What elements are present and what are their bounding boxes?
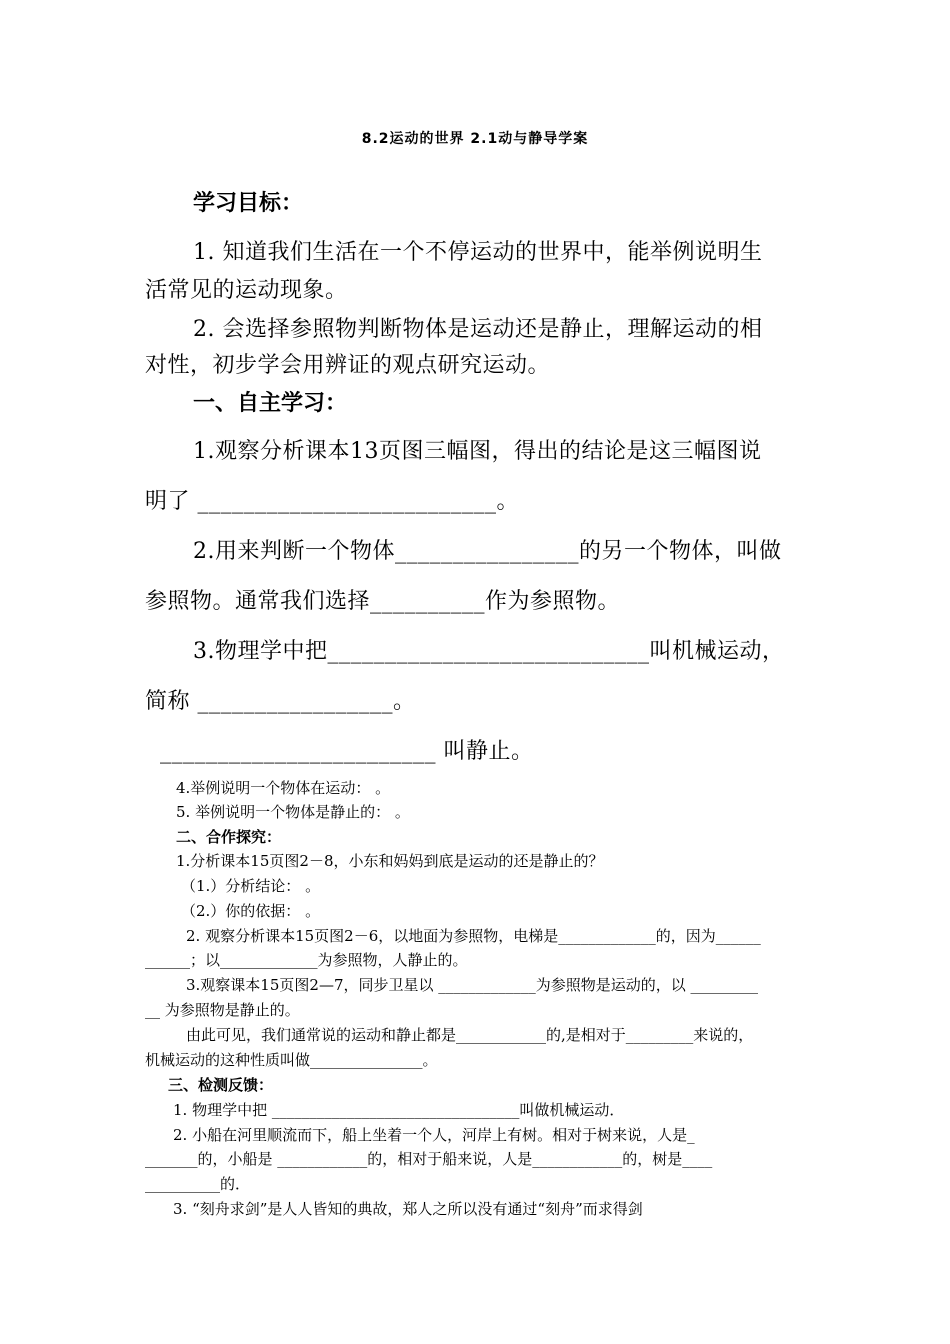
section-1-heading: 一、自主学习： — [193, 391, 348, 416]
test-3-line-1: 3. “刻舟求剑”是人人皆知的典故，郑人之所以没有通过“刻舟”而求得剑 — [173, 1200, 643, 1218]
question-3-line-2: 简称 _________________。 — [145, 689, 416, 714]
goal-1-line-2: 活常见的运动现象。 — [145, 278, 348, 303]
goal-1-line-1: 1. 知道我们生活在一个不停运动的世界中，能举例说明生 — [193, 240, 763, 265]
section-2-heading: 二、合作探究： — [176, 828, 282, 846]
goal-2-line-1: 2. 会选择参照物判断物体是运动还是静止，理解运动的相 — [193, 317, 763, 342]
question-1-line-1: 1.观察分析课本13页图三幅图，得出的结论是这三幅图说 — [193, 439, 762, 464]
cooperate-2-line-2: ______；以_____________为参照物，人静止的。 — [145, 951, 468, 969]
test-2-line-3: __________的． — [145, 1175, 251, 1193]
cooperate-3-line-1: 3.观察课本15页图2—7，同步卫星以 _____________为参照物是运动的，以 _________ — [186, 976, 759, 994]
goal-2-line-2: 对性，初步学会用辨证的观点研究运动。 — [145, 353, 551, 378]
goals-heading: 学习目标： — [193, 191, 304, 216]
cooperate-1: 1.分析课本15页图2－8，小东和妈妈到底是运动的还是静止的？ — [176, 852, 604, 870]
cooperate-2-line-1: 2. 观察分析课本15页图2－6，以地面为参照物，电梯是_____________的，因为______ — [186, 927, 761, 945]
conclusion-line-2: 机械运动的这种性质叫做_______________。 — [145, 1051, 438, 1069]
question-3-line-1: 3.物理学中把____________________________叫机械运动， — [193, 639, 785, 664]
test-1: 1. 物理学中把 _________________________________叫做机械运动． — [173, 1101, 625, 1119]
page-title: 8.2运动的世界 2.1动与静导学案 — [361, 131, 589, 147]
section-3-heading: 三、检测反馈： — [168, 1076, 274, 1094]
question-4: 4.举例说明一个物体在运动： 。 — [176, 779, 391, 797]
cooperate-1-sub-1: （1.）分析结论： 。 — [181, 877, 321, 895]
question-2-line-1: 2.用来判断一个物体________________的另一个物体，叫做 — [193, 539, 782, 564]
cooperate-1-sub-2: （2.）你的依据： 。 — [181, 902, 321, 920]
question-2-line-2: 参照物。通常我们选择__________作为参照物。 — [145, 589, 621, 614]
test-2-line-1: 2. 小船在河里顺流而下，船上坐着一个人，河岸上有树。相对于树来说，人是_ — [173, 1126, 695, 1144]
conclusion-line-1: 由此可见，我们通常说的运动和静止都是____________的,是相对于_________来说的， — [186, 1026, 754, 1044]
test-2-line-2: _______的，小船是 ____________的，相对于船来说，人是____________的，树是____ — [145, 1150, 713, 1168]
question-5: 5. 举例说明一个物体是静止的： 。 — [176, 803, 410, 821]
question-1-line-2: 明了 __________________________。 — [145, 489, 519, 514]
cooperate-3-line-2: __ 为参照物是静止的。 — [145, 1001, 300, 1019]
question-3-line-3: ________________________ 叫静止。 — [160, 739, 534, 764]
